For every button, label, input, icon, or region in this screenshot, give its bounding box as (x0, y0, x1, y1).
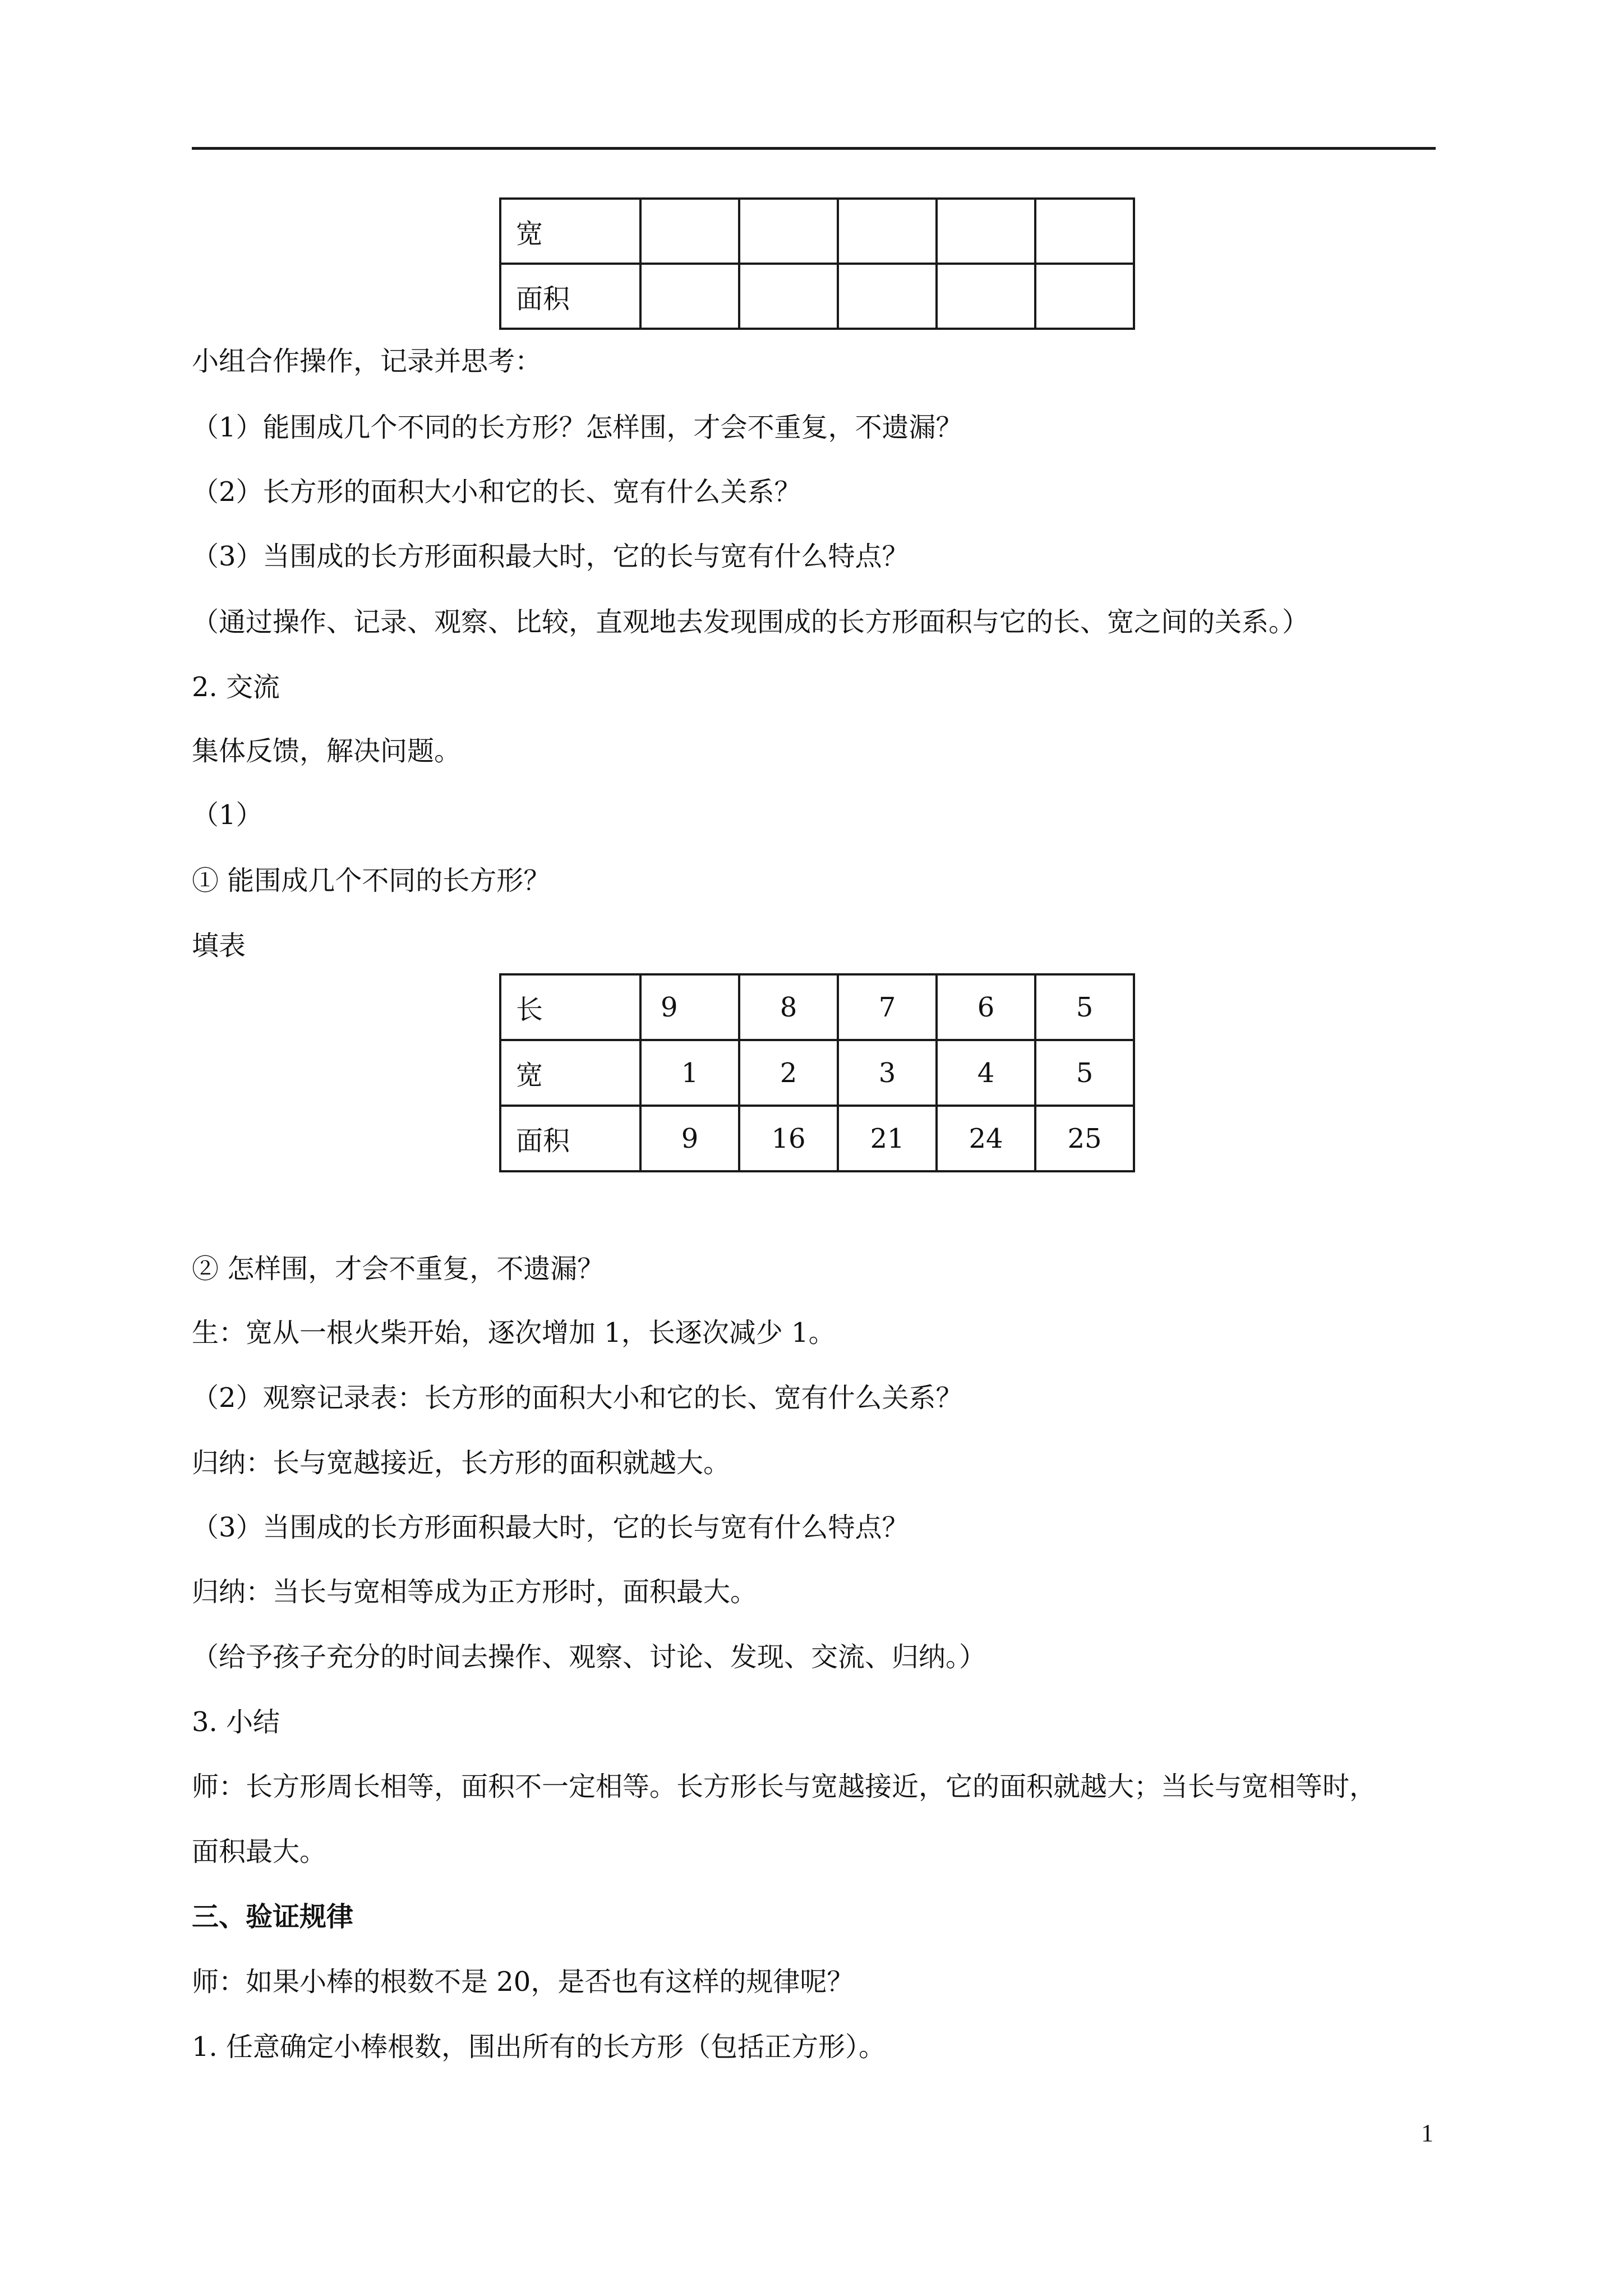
text-line: 小组合作操作，记录并思考： (192, 346, 542, 377)
text-line: 生：宽从一根火柴开始，逐次增加 1，长逐次减少 1。 (192, 1317, 836, 1349)
row-label: 宽 (500, 1040, 640, 1106)
text-line: 集体反馈，解决问题。 (192, 735, 462, 767)
table-cell: 6 (937, 974, 1035, 1040)
text-line: （3）当围成的长方形面积最大时，它的长与宽有什么特点？ (192, 1512, 909, 1543)
table-cell (739, 264, 838, 329)
table-cell: 21 (838, 1106, 937, 1171)
text-line: 师：长方形周长相等，面积不一定相等。长方形长与宽越接近，它的面积就越大；当长与宽相等时， (192, 1771, 1377, 1802)
table-cell: 24 (937, 1106, 1035, 1171)
text-line: （2）观察记录表：长方形的面积大小和它的长、宽有什么关系？ (192, 1382, 963, 1414)
table-cell: 1 (640, 1040, 739, 1106)
text-line: 2. 交流 (192, 671, 280, 703)
text-line: （2）长方形的面积大小和它的长、宽有什么关系？ (192, 476, 801, 508)
table-cell (937, 199, 1035, 264)
text-line: 归纳：当长与宽相等成为正方形时，面积最大。 (192, 1576, 758, 1608)
table-cell (640, 199, 739, 264)
table-cell: 2 (739, 1040, 838, 1106)
table-cell: 4 (937, 1040, 1035, 1106)
table-cell: 3 (838, 1040, 937, 1106)
header-rule (192, 147, 1436, 150)
text-line: 归纳：长与宽越接近，长方形的面积就越大。 (192, 1447, 731, 1479)
text-line: ② 怎样围，才会不重复，不遗漏？ (192, 1253, 605, 1285)
text-line: （通过操作、记录、观察、比较，直观地去发现围成的长方形面积与它的长、宽之间的关系。） (192, 606, 1310, 638)
row-label: 宽 (500, 199, 640, 264)
text-line: （给予孩子充分的时间去操作、观察、讨论、发现、交流、归纳。） (192, 1641, 986, 1673)
table-cell: 16 (739, 1106, 838, 1171)
table-cell (838, 199, 937, 264)
table-cell: 9 (640, 1106, 739, 1171)
table-cell: 8 (739, 974, 838, 1040)
table-cell: 5 (1035, 1040, 1134, 1106)
table-cell (1035, 199, 1134, 264)
table-cell: 7 (838, 974, 937, 1040)
text-line: 面积最大。 (192, 1836, 327, 1867)
table-row (500, 264, 1134, 329)
table-cell: 9 (640, 974, 739, 1040)
text-line: 1. 任意确定小棒根数，围出所有的长方形（包括正方形）。 (192, 2031, 886, 2063)
table-row (500, 974, 1134, 1040)
row-label: 面积 (500, 1106, 640, 1171)
row-label: 长 (500, 974, 640, 1040)
table-cell (838, 264, 937, 329)
row-label: 面积 (500, 264, 640, 329)
table-cell (937, 264, 1035, 329)
table-cell: 25 (1035, 1106, 1134, 1171)
table-cell (640, 264, 739, 329)
text-line: ① 能围成几个不同的长方形？ (192, 865, 551, 896)
text-line: （1）能围成几个不同的长方形？怎样围，才会不重复，不遗漏？ (192, 412, 963, 443)
text-line: （1） (192, 799, 263, 831)
table-row (500, 1040, 1134, 1106)
page-number: 1 (1421, 2119, 1433, 2147)
table-cell: 5 (1035, 974, 1134, 1040)
text-line: 师：如果小棒的根数不是 20，是否也有这样的规律呢？ (192, 1966, 854, 1998)
length-width-area-table (499, 973, 1135, 1172)
table-row (500, 1106, 1134, 1171)
record-table-blank (499, 197, 1135, 330)
table-cell (1035, 264, 1134, 329)
text-line: （3）当围成的长方形面积最大时，它的长与宽有什么特点？ (192, 541, 909, 572)
table-row (500, 199, 1134, 264)
table-cell (739, 199, 838, 264)
text-line: 3. 小结 (192, 1706, 280, 1738)
section-heading: 三、验证规律 (192, 1901, 354, 1932)
text-line: 填表 (192, 930, 246, 961)
